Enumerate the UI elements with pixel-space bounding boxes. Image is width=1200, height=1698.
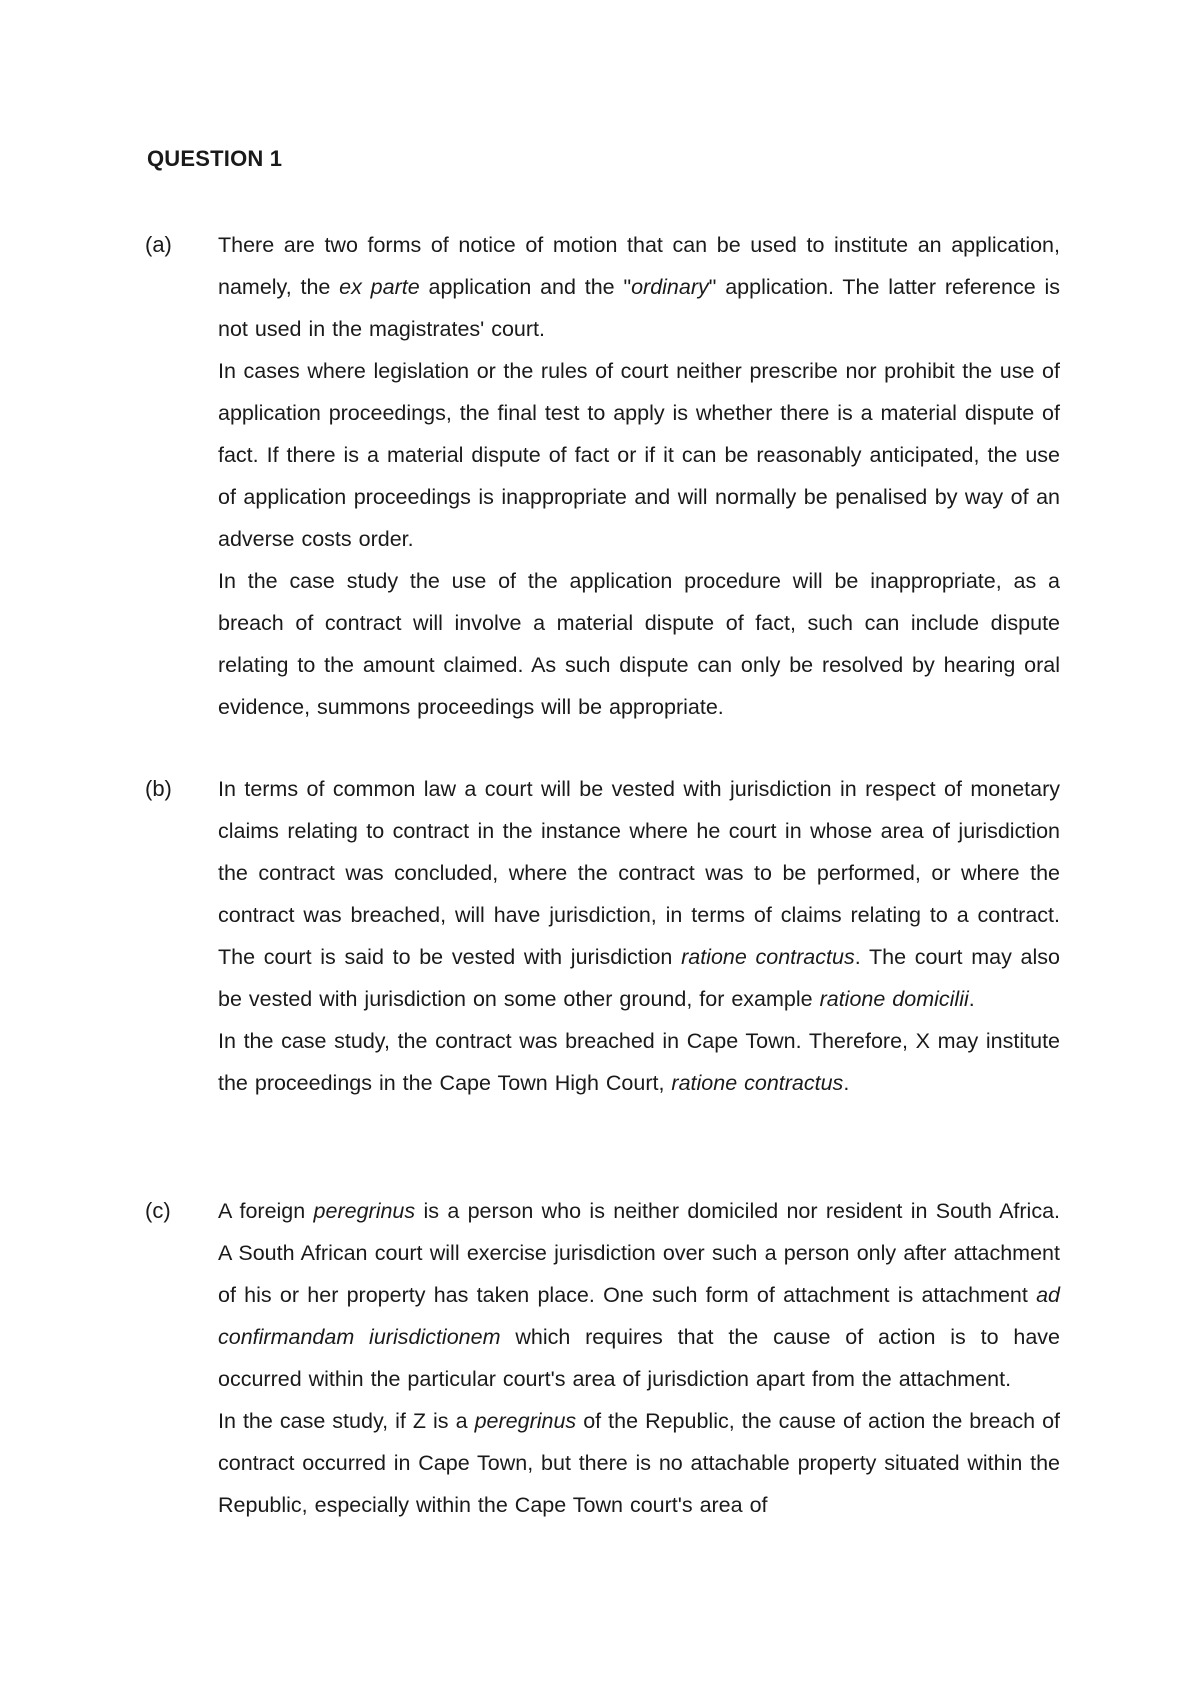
italic-term: ratione contractus xyxy=(681,945,855,969)
italic-term: peregrinus xyxy=(313,1199,416,1223)
text-run: . The court may also be vested with jurisdiction on some other ground, for example xyxy=(218,945,1060,1011)
text-run: A foreign xyxy=(218,1199,314,1223)
paragraph xyxy=(218,560,1060,728)
text-run: application and the " xyxy=(419,275,632,299)
text-run: which requires that the cause of action is to have occurred within the particular court's area of jurisdiction apart from the attachment. xyxy=(218,1325,1060,1391)
italic-term: peregrinus xyxy=(474,1409,577,1433)
italic-term: ad confirmandam iurisdictionem xyxy=(218,1283,1060,1349)
text-run: In the case study, the contract was breached in Cape Town. Therefore, X may institute the proceedings in the Cape Town High Court, xyxy=(218,1029,1060,1095)
item-body-a xyxy=(218,224,1060,728)
text-run: of the Republic, the cause of action the breach of contract occurred in Cape Town, but there is no attachable property situated within the Republic, especially within the Cape Town court's area of xyxy=(218,1409,1060,1517)
item-label-a: (a) xyxy=(145,232,172,257)
item-label-c: (c) xyxy=(145,1198,171,1223)
item-label-b: (b) xyxy=(145,776,172,801)
text-run: In the case study, if Z is a xyxy=(218,1409,475,1433)
paragraph xyxy=(218,224,1060,350)
italic-term: ratione domicilii xyxy=(819,987,969,1011)
text-run: In the case study the use of the application procedure will be inappropriate, as a breach of contract will involve a material dispute of fact, such can include dispute relating to the amount claimed. As such dispute can only be resolved by hearing oral evidence, summons proceedings will be appropriate. xyxy=(218,569,1060,719)
paragraph xyxy=(218,1020,1060,1104)
item-body-b xyxy=(218,768,1060,1104)
text-run: In cases where legislation or the rules of court neither prescribe nor prohibit the use of application proceedings, the final test to apply is whether there is a material dispute of fact. If there is a material dispute of fact or if it can be reasonably anticipated, the use of application proceedings is inappropriate and will normally be penalised by way of an adverse costs order. xyxy=(218,359,1060,551)
text-run: . xyxy=(968,987,975,1011)
paragraph xyxy=(218,1400,1060,1526)
text-run: . xyxy=(843,1071,850,1095)
italic-term: ordinary xyxy=(631,275,709,299)
text-run: There are two forms of notice of motion that can be used to institute an application, namely, the xyxy=(218,233,1060,299)
text-run: is a person who is neither domiciled nor resident in South Africa. A South African court will exercise jurisdiction over such a person only after attachment of his or her property has taken place. One such form of attachment is attachment xyxy=(218,1199,1061,1307)
text-run: In terms of common law a court will be vested with jurisdiction in respect of monetary claims relating to contract in the instance where he court in whose area of jurisdiction the contract was concluded, where the contract was to be performed, or where the contract was breached, will have jurisdiction, in terms of claims relating to a contract. The court is said to be vested with jurisdiction xyxy=(218,777,1060,969)
text-run: " application. The latter reference is not used in the magistrates' court. xyxy=(218,275,1060,341)
paragraph xyxy=(218,1190,1060,1400)
paragraph xyxy=(218,350,1060,560)
item-body-c xyxy=(218,1190,1060,1526)
italic-term: ratione contractus xyxy=(671,1071,844,1095)
question-heading: QUESTION 1 xyxy=(147,146,283,171)
paragraph xyxy=(218,768,1060,1020)
italic-term: ex parte xyxy=(339,275,420,299)
